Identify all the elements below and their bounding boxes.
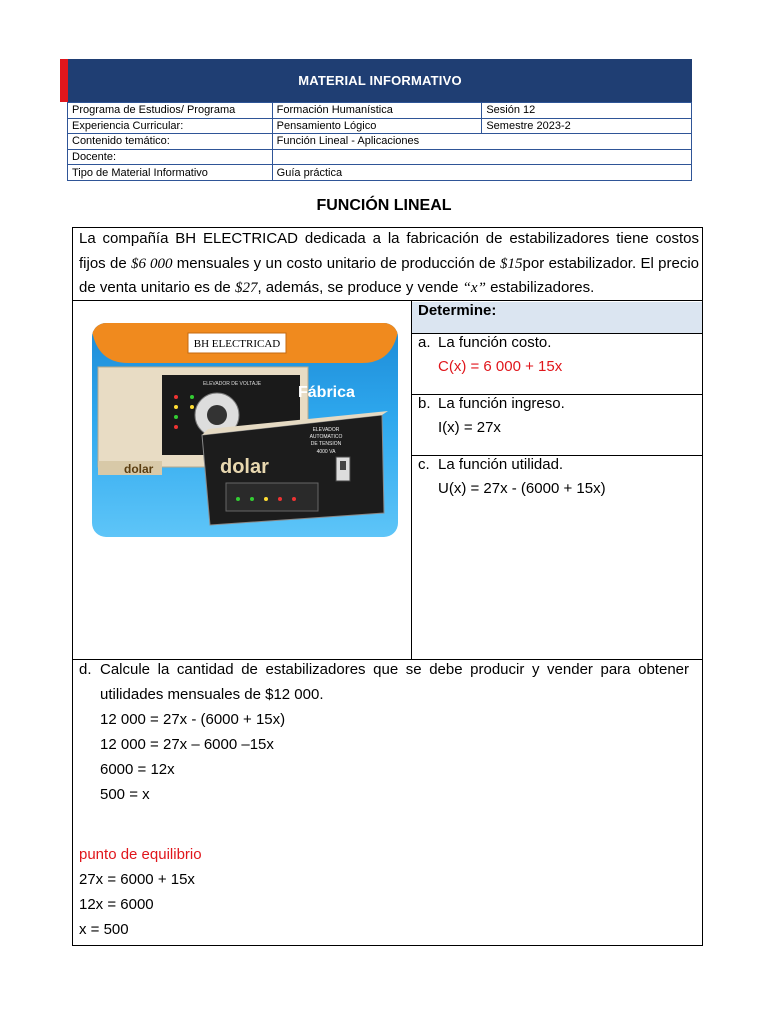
item-question: La función ingreso.: [438, 395, 565, 412]
intro-text: mensuales y un costo unitario de producción de: [172, 254, 501, 272]
info-cell: Función Lineal - Aplicaciones: [272, 134, 691, 150]
unit-price: $27: [234, 280, 258, 296]
item-letter: d.: [79, 661, 92, 678]
intro-paragraph: [79, 227, 699, 301]
section-d: [79, 657, 689, 942]
item-b: [418, 392, 565, 440]
device-label-2: AUTOMATICO: [309, 434, 343, 440]
section-d-question-line: [79, 657, 689, 682]
intro-text: por estabilizador. El precio de venta unitario es de: [79, 254, 699, 296]
spacer: [79, 807, 689, 842]
header-title: MATERIAL INFORMATIVO: [298, 73, 462, 88]
header-bar: [60, 59, 692, 102]
fabrica-text: Fábrica: [298, 384, 355, 401]
divider: [411, 300, 412, 660]
item-question: La función costo.: [438, 334, 552, 351]
info-cell: Docente:: [68, 149, 273, 165]
header-red-accent: [60, 59, 68, 102]
back-device-brand: dolar: [124, 462, 154, 476]
item-letter: a.: [418, 334, 431, 351]
info-cell: Sesión 12: [482, 103, 692, 119]
intro-text: estabilizadores.: [485, 279, 595, 296]
info-cell: [272, 149, 691, 165]
info-cell: Guía práctica: [272, 165, 691, 181]
step: 12 000 = 27x - (6000 + 15x): [100, 711, 286, 728]
info-cell: Tipo de Material Informativo: [68, 165, 273, 181]
equilibrium-label: punto de equilibrio: [79, 846, 202, 863]
fixed-cost: $6 000: [131, 255, 173, 272]
intro-text: La compañía BH ELECTRICAD dedicada a la fabricación de estabilizadores tiene costos fijos de: [79, 230, 699, 272]
info-table: [67, 102, 692, 181]
determine-label: Determine:: [418, 302, 497, 319]
device-label-4: 4000 VA: [316, 449, 336, 455]
info-cell: Programa de Estudios/ Programa: [68, 103, 273, 119]
item-letter: c.: [418, 456, 430, 473]
item-answer: C(x) = 6 000 + 15x: [438, 358, 563, 375]
item-c: [418, 453, 606, 501]
info-cell: Semestre 2023-2: [482, 118, 692, 134]
info-cell: Contenido temático:: [68, 134, 273, 150]
equilibrium-step: x = 500: [79, 921, 129, 938]
info-row: [68, 165, 692, 181]
section-d-question: Calcule la cantidad de estabilizadores que se debe producir y vender para obtener: [100, 661, 689, 678]
step: 6000 = 12x: [100, 761, 175, 778]
item-letter: b.: [418, 395, 431, 412]
front-device-brand: dolar: [220, 456, 269, 478]
info-row: [68, 103, 692, 119]
variable-x: “x”: [462, 280, 486, 296]
brand-sign: BH ELECTRICAD: [193, 338, 281, 350]
info-row: [68, 118, 692, 134]
step: 12 000 = 27x – 6000 –15x: [100, 736, 274, 753]
product-photo: [92, 323, 398, 537]
back-device-label: ELEVADOR DE VOLTAJE: [202, 381, 262, 387]
item-question: La función utilidad.: [438, 456, 564, 473]
info-cell: Experiencia Curricular:: [68, 118, 273, 134]
item-a: [418, 331, 562, 379]
item-answer: I(x) = 27x: [438, 419, 501, 436]
item-answer: U(x) = 27x - (6000 + 15x): [438, 480, 606, 497]
step: 500 = x: [100, 786, 150, 803]
section-d-question: utilidades mensuales de $12 000.: [100, 686, 324, 703]
equilibrium-step: 12x = 6000: [79, 896, 154, 913]
info-cell: Pensamiento Lógico: [272, 118, 482, 134]
equilibrium-step: 27x = 6000 + 15x: [79, 871, 195, 888]
device-label-1: ELEVADOR: [312, 427, 340, 433]
unit-cost: $15: [500, 255, 523, 272]
device-label-3: DE TENSION: [310, 441, 342, 447]
info-cell: Formación Humanística: [272, 103, 482, 119]
info-row: [68, 149, 692, 165]
document-title: FUNCIÓN LINEAL: [316, 197, 452, 214]
determine-header: [412, 302, 702, 333]
info-row: [68, 134, 692, 150]
intro-text: , además, se produce y vende: [257, 279, 463, 296]
